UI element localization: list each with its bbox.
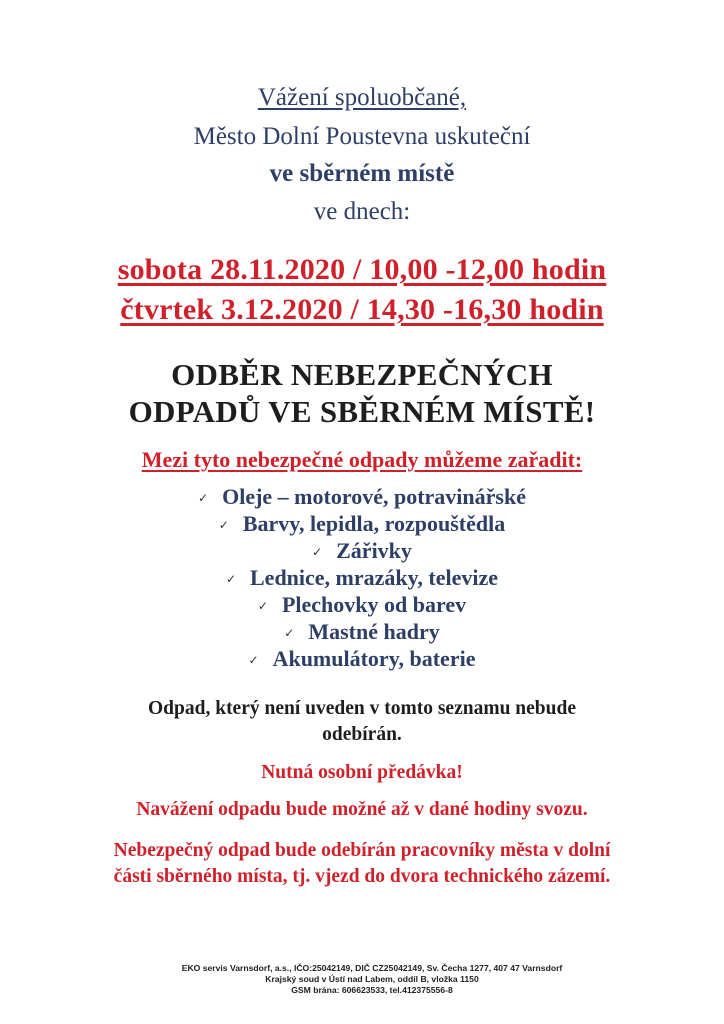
list-item-label: Barvy, lepidla, rozpouštědla (242, 511, 506, 536)
list-item (0, 510, 724, 537)
list-heading: Mezi tyto nebezpečné odpady můžeme zařadit: (141, 447, 583, 472)
footer-court-line: Krajský soud v Ústí nad Labem, oddíl B, vložka 1150 (265, 974, 479, 984)
date-line-thursday: čtvrtek 3.12.2020 / 14,30 -16,30 hodin (120, 293, 604, 326)
check-icon: ✓ (284, 626, 295, 640)
list-item (0, 537, 724, 564)
list-item (0, 564, 724, 591)
note-not-listed: Odpad, který není uveden v tomto seznamu nebude odebírán. (148, 698, 576, 745)
note-collection: Nebezpečný odpad bude odebírán pracovníky města v dolní části sběrného místa, tj. vjezd do dvora technického zázemí. (113, 840, 611, 887)
list-item (0, 591, 724, 618)
note-handover: Nutná osobní předávka! (261, 762, 463, 783)
check-icon: ✓ (312, 545, 323, 559)
check-icon: ✓ (225, 572, 236, 586)
check-icon: ✓ (218, 518, 229, 532)
list-item-label: Lednice, mrazáky, televize (250, 565, 499, 590)
footer (150, 963, 594, 996)
list-item-label: Plechovky od barev (281, 592, 467, 617)
list-item-label: Mastné hadry (308, 619, 440, 644)
footer-contact-line: GSM brána: 606623533, tel.412375556-8 (291, 985, 453, 995)
list-item-label: Zářivky (336, 538, 412, 563)
intro-line: Město Dolní Poustevna uskuteční (193, 123, 531, 150)
list-item (0, 618, 724, 645)
note-hours: Navážení odpadu bude možné až v dané hodiny svozu. (136, 799, 588, 820)
days-intro-line: ve dnech: (313, 198, 411, 225)
waste-list (0, 483, 724, 672)
headline-line-2: ODPADŮ VE SBĚRNÉM MÍSTĚ! (128, 394, 596, 429)
place-line: ve sběrném místě (269, 160, 455, 187)
list-item (0, 483, 724, 510)
footer-company-line: EKO servis Varnsdorf, a.s., IČO:25042149, DIČ CZ25042149, Sv. Čecha 1277, 407 47 Varnsdorf (181, 963, 563, 973)
greeting: Vážení spoluobčané, (257, 84, 467, 111)
date-line-saturday: sobota 28.11.2020 / 10,00 -12,00 hodin (117, 253, 607, 286)
check-icon: ✓ (257, 599, 268, 613)
check-icon: ✓ (198, 491, 209, 505)
list-item-label: Oleje – motorové, potravinářské (222, 484, 526, 509)
list-item (0, 645, 724, 672)
list-item-label: Akumulátory, baterie (272, 646, 476, 671)
check-icon: ✓ (248, 653, 259, 667)
headline-line-1: ODBĚR NEBEZPEČNÝCH (171, 357, 553, 392)
